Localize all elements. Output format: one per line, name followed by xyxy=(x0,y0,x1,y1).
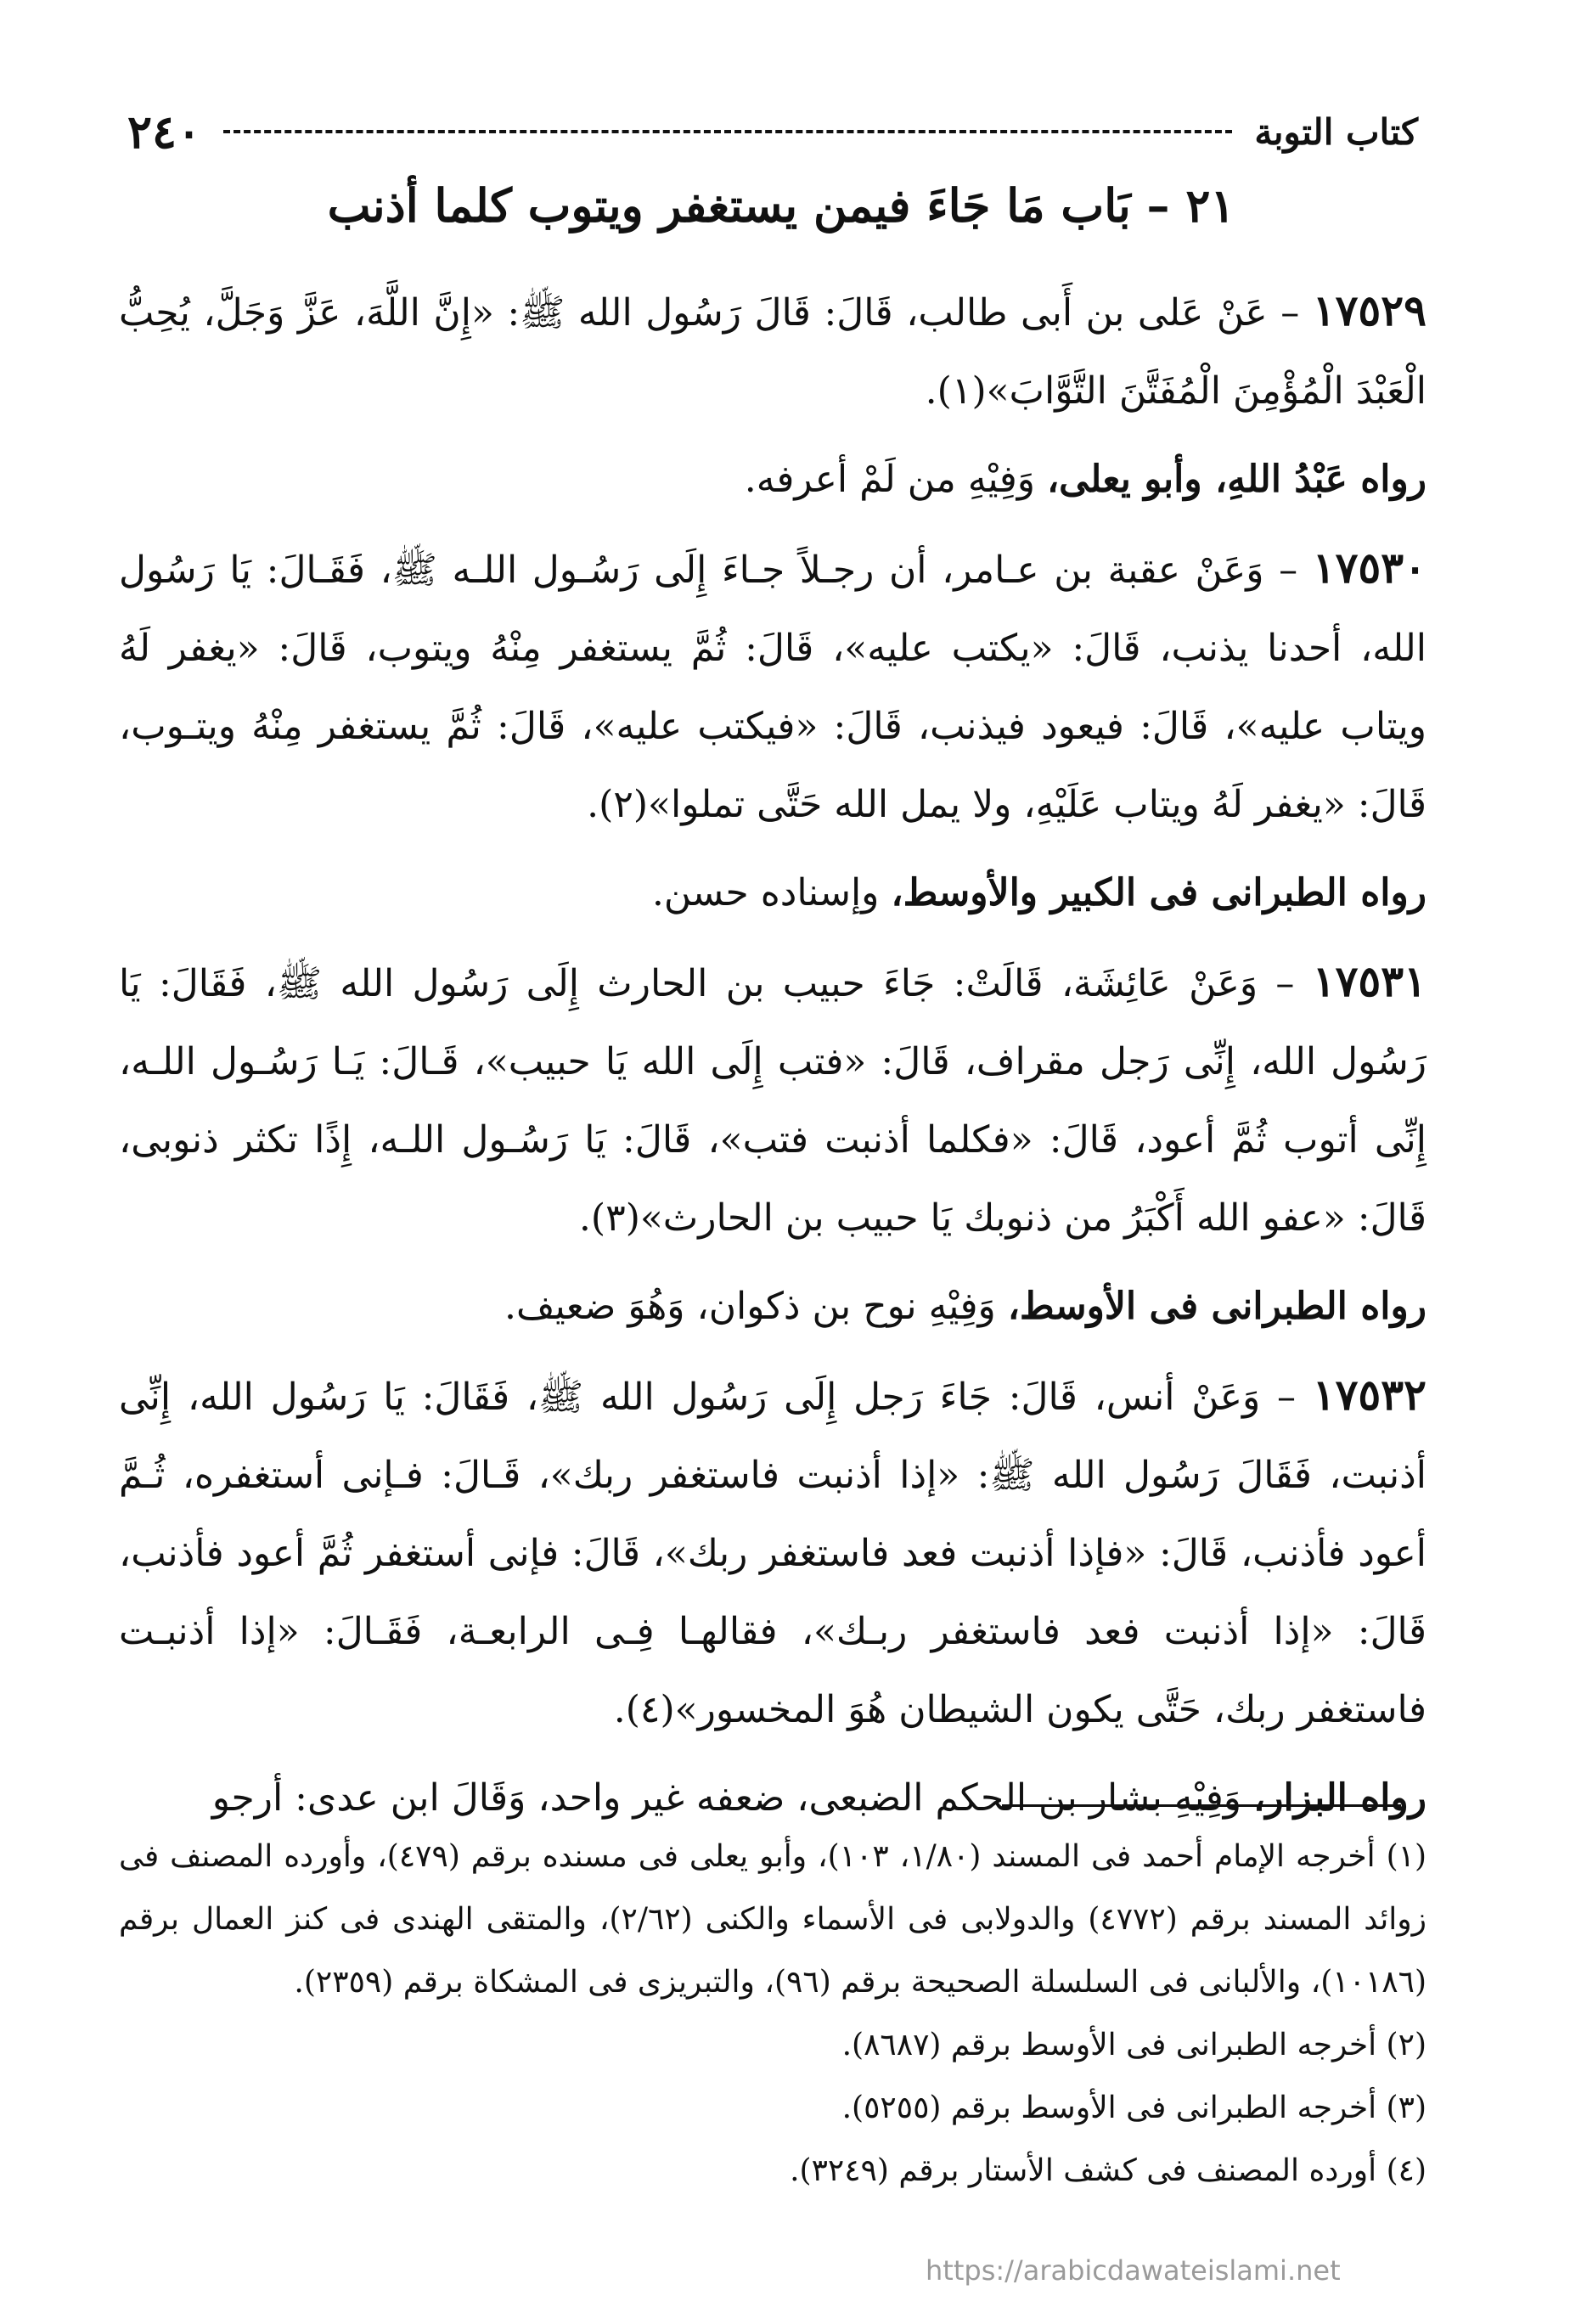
book-title: كتاب التوبة xyxy=(1254,110,1418,153)
narration-comment: وَفِيْهِ بشار بن الحكم الضبعى، ضعفه غير واحد، وَقَالَ ابن عدى: أرجو xyxy=(211,1776,1254,1820)
hadith-paragraph xyxy=(119,529,1427,844)
hadith-paragraph xyxy=(119,272,1427,430)
header-divider xyxy=(223,130,1232,133)
narration-note xyxy=(119,854,1427,932)
narration-comment: وَفِيْهِ نوح بن ذكوان، وَهُوَ ضعيف. xyxy=(504,1285,1008,1328)
narration-source: رواه البزار، xyxy=(1253,1776,1427,1820)
watermark: https://arabicdawateislami.net xyxy=(926,2254,1341,2287)
narration-source: رواه الطبرانى فى الأوسط، xyxy=(1007,1285,1427,1328)
hadith-number: ١٧٥٣٠ xyxy=(1312,543,1427,593)
page-header xyxy=(127,102,1418,161)
footnote: (١) أخرجه الإمام أحمد فى المسند (١/٨٠، ١٠٣)، وأبو يعلى فى مسنده برقم (٤٧٩)، وأورده المصنف فى زوائد المسند برقم (٤٧٧٢) والدولابى فى الأسماء والكنى (٢/٦٢)، والمتقى الهندى فى كنز العمال برقم (١٠١٨٦)، والألبانى فى السلسلة الصحيحة برقم (٩٦)، والتبريزى فى المشكاة برقم (٢٣٥٩). xyxy=(119,1839,1427,2000)
hadith-number: ١٧٥٣٢ xyxy=(1312,1370,1427,1420)
narration-note xyxy=(119,441,1427,519)
footnote-divider xyxy=(1002,1804,1401,1807)
narration-comment: وَفِيْهِ من لَمْ أعرفه. xyxy=(744,458,1047,501)
chapter-title: ٢١ – بَاب مَا جَاءَ فيمن يستغفر ويتوب كلما أذنب xyxy=(327,178,1235,233)
hadith-text: – وَعَنْ عقبة بن عـامر، أن رجـلاً جـاءَ إِلَى رَسُـول اللـه ﷺ، فَقَـالَ: يَا رَسُول الله، أحدنا يذنب، قَالَ: «يكتب عليه»، قَالَ: ثُمَّ يستغفر مِنْهُ ويتوب، قَالَ: «يغفر لَهُ ويتاب عليه»، قَالَ: فيعود فيذنب، قَالَ: «فيكتب عليه»، قَالَ: ثُمَّ يستغفر مِنْهُ ويتـوب، قَالَ: «يغفر لَهُ ويتاب عَلَيْهِ، ولا يمل الله حَتَّى تملوا»(٢). xyxy=(119,549,1427,826)
footnote: (٤) أورده المصنف فى كشف الأستار برقم (٣٢٤٩). xyxy=(790,2153,1427,2188)
narration-source: رواه عَبْدُ اللهِ، وأبو يعلى، xyxy=(1046,458,1427,501)
hadith-paragraph xyxy=(119,1356,1427,1749)
narration-note xyxy=(119,1268,1427,1346)
footnote: (٣) أخرجه الطبرانى فى الأوسط برقم (٥٢٥٥). xyxy=(841,2090,1427,2125)
hadith-text: – وَعَنْ عَائِشَة، قَالَتْ: جَاءَ حبيب بن الحارث إِلَى رَسُول الله ﷺ، فَقَالَ: يَا رَسُول الله، إِنِّى رَجل مقراف، قَالَ: «فتب إِلَى الله يَا حبيب»، قَـالَ: يَـا رَسُـول اللـه، إِنِّى أتوب ثُمَّ أعود، قَالَ: «فكلما أذنبت فتب»، قَالَ: يَا رَسُـول اللـه، إِذًا تكثر ذنوبى، قَالَ: «عفو الله أَكْبَرُ من ذنوبك يَا حبيب بن الحارث»(٣). xyxy=(119,962,1427,1240)
narration-comment: وإسناده حسن. xyxy=(651,871,892,914)
footnotes xyxy=(119,1826,1427,2203)
page-number: ٢٤٠ xyxy=(127,104,202,159)
hadith-paragraph xyxy=(119,943,1427,1258)
narration-source: رواه الطبرانى فى الكبير والأوسط، xyxy=(891,871,1427,914)
hadith-number: ١٧٥٢٩ xyxy=(1312,285,1427,335)
footnote: (٢) أخرجه الطبرانى فى الأوسط برقم (٨٦٨٧). xyxy=(841,2028,1427,2062)
hadith-section xyxy=(119,272,1427,1848)
hadith-number: ١٧٥٣١ xyxy=(1312,956,1427,1006)
hadith-text: – وَعَنْ أنس، قَالَ: جَاءَ رَجل إِلَى رَسُول الله ﷺ، فَقَالَ: يَا رَسُول الله، إِنِّى أذنبت، فَقَالَ رَسُول الله ﷺ: «إذا أذنبت فاستغفر ربك»، قَـالَ: فـإنى أستغفره، ثُـمَّ أعود فأذنب، قَالَ: «فإذا أذنبت فعد فاستغفر ربك»، قَالَ: فإنى أستغفر ثُمَّ أعود فأذنب، قَالَ: «إذا أذنبت فعد فاستغفر ربـك»، فقالهـا فِـى الرابعـة، فَقَـالَ: «إذا أذنبـت فاستغفر ربك، حَتَّى يكون الشيطان هُوَ المخسور»(٤). xyxy=(119,1376,1427,1731)
hadith-text: – عَنْ عَلى بن أَبى طالب، قَالَ: قَالَ رَسُول الله ﷺ: «إِنَّ اللَّهَ، عَزَّ وَجَلَّ، يُحِبُّ الْعَبْدَ الْمُؤْمِنَ الْمُفَتَّنَ التَّوَّابَ»(١). xyxy=(119,291,1427,413)
